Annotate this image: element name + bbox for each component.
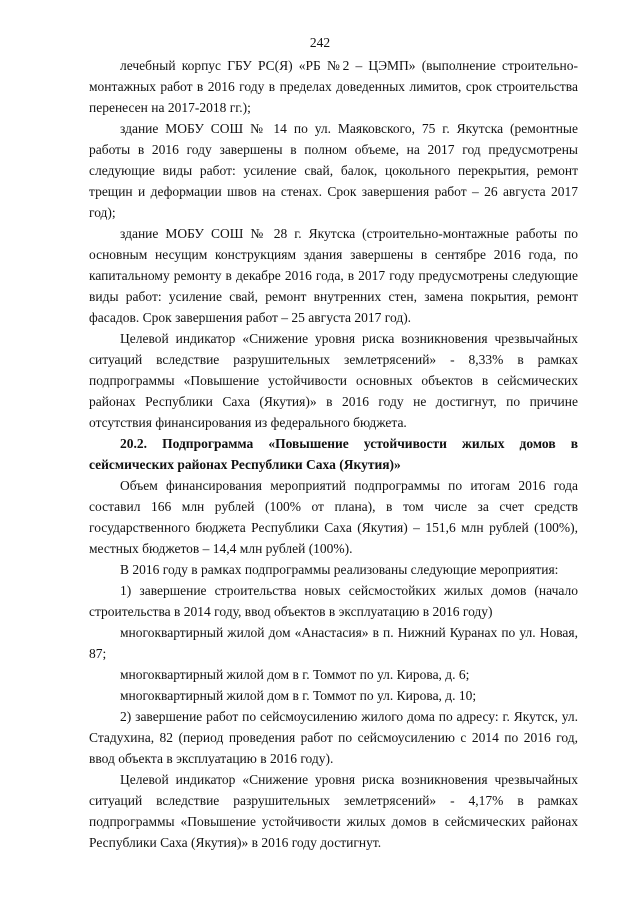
paragraph-hospital-building: лечебный корпус ГБУ РС(Я) «РБ №2 – ЦЭМП» (выполнение строительно-монтажных работ в 2016 году в пределах доведенных лимитов, срок строительства перенесен на 2017-2018 гг.);: [89, 58, 578, 115]
list-subitem-anastasia: многоквартирный жилой дом «Анастасия» в п. Нижний Куранах по ул. Новая, 87;: [89, 625, 578, 661]
list-subitem-tommot-6: многоквартирный жилой дом в г. Томмот по ул. Кирова, д. 6;: [120, 667, 470, 682]
list-item-2-strengthening: 2) завершение работ по сейсмоусилению жилого дома по адресу: г. Якутск, ул. Стадухина, 82 (период проведения работ по сейсмоусилению с 2014 по 2016 год, ввод объекта в эксплуатацию в 2016 году).: [89, 709, 578, 766]
list-item-1-construction: 1) завершение строительства новых сейсмостойких жилых домов (начало строительства в 2014 году, ввод объектов в эксплуатацию в 2016 году): [89, 583, 578, 619]
body-text: [89, 55, 578, 853]
paragraph-school-28: здание МОБУ СОШ № 28 г. Якутска (строительно-монтажные работы по основным несущим конструкциям здания завершены в сентябре 2016 года, по капитальному ремонту в декабре 2016 года, в 2017 году предусмотрены следующие виды работ: усиление свай, ремонт внутренних стен, замена покрытия, ремонт фасадов. Срок завершения работ – 25 августа 2017 год).: [89, 226, 578, 325]
paragraph-school-14: здание МОБУ СОШ № 14 по ул. Маяковского, 75 г. Якутска (ремонтные работы в 2016 году завершены в полном объеме, на 2017 год предусмотрены следующие виды работ: усиление свай, балок, цокольного перекрытия, ремонт трещин и деформации швов на стенах. Срок завершения работ – 26 августа 2017 год);: [89, 121, 578, 220]
section-heading-20-2: 20.2. Подпрограмма «Повышение устойчивости жилых домов в сейсмических районах Республики Саха (Якутия)»: [89, 436, 578, 472]
paragraph-target-indicator-2: Целевой индикатор «Снижение уровня риска возникновения чрезвычайных ситуаций вследствие разрушительных землетрясений» - 4,17% в рамках подпрограммы «Повышение устойчивости жилых домов в сейсмических районах Республики Саха (Якутия)» в 2016 году достигнут.: [89, 772, 578, 850]
paragraph-target-indicator-1: Целевой индикатор «Снижение уровня риска возникновения чрезвычайных ситуаций вследствие разрушительных землетрясений» - 8,33% в рамках подпрограммы «Повышение устойчивости основных объектов в сейсмических районах Республики Саха (Якутия)» в 2016 году не достигнут, по причине отсутствия финансирования из федерального бюджета.: [89, 331, 578, 430]
paragraph-measures-intro: В 2016 году в рамках подпрограммы реализованы следующие мероприятия:: [120, 562, 559, 577]
list-subitem-tommot-10: многоквартирный жилой дом в г. Томмот по ул. Кирова, д. 10;: [120, 688, 477, 703]
paragraph-financing: Объем финансирования мероприятий подпрограммы по итогам 2016 года составил 166 млн рублей (100% от плана), в том числе за счет средств государственного бюджета Республики Саха (Якутия) – 151,6 млн рублей (100%), местных бюджетов – 14,4 млн рублей (100%).: [89, 478, 578, 556]
page-number: 242: [309, 35, 331, 50]
